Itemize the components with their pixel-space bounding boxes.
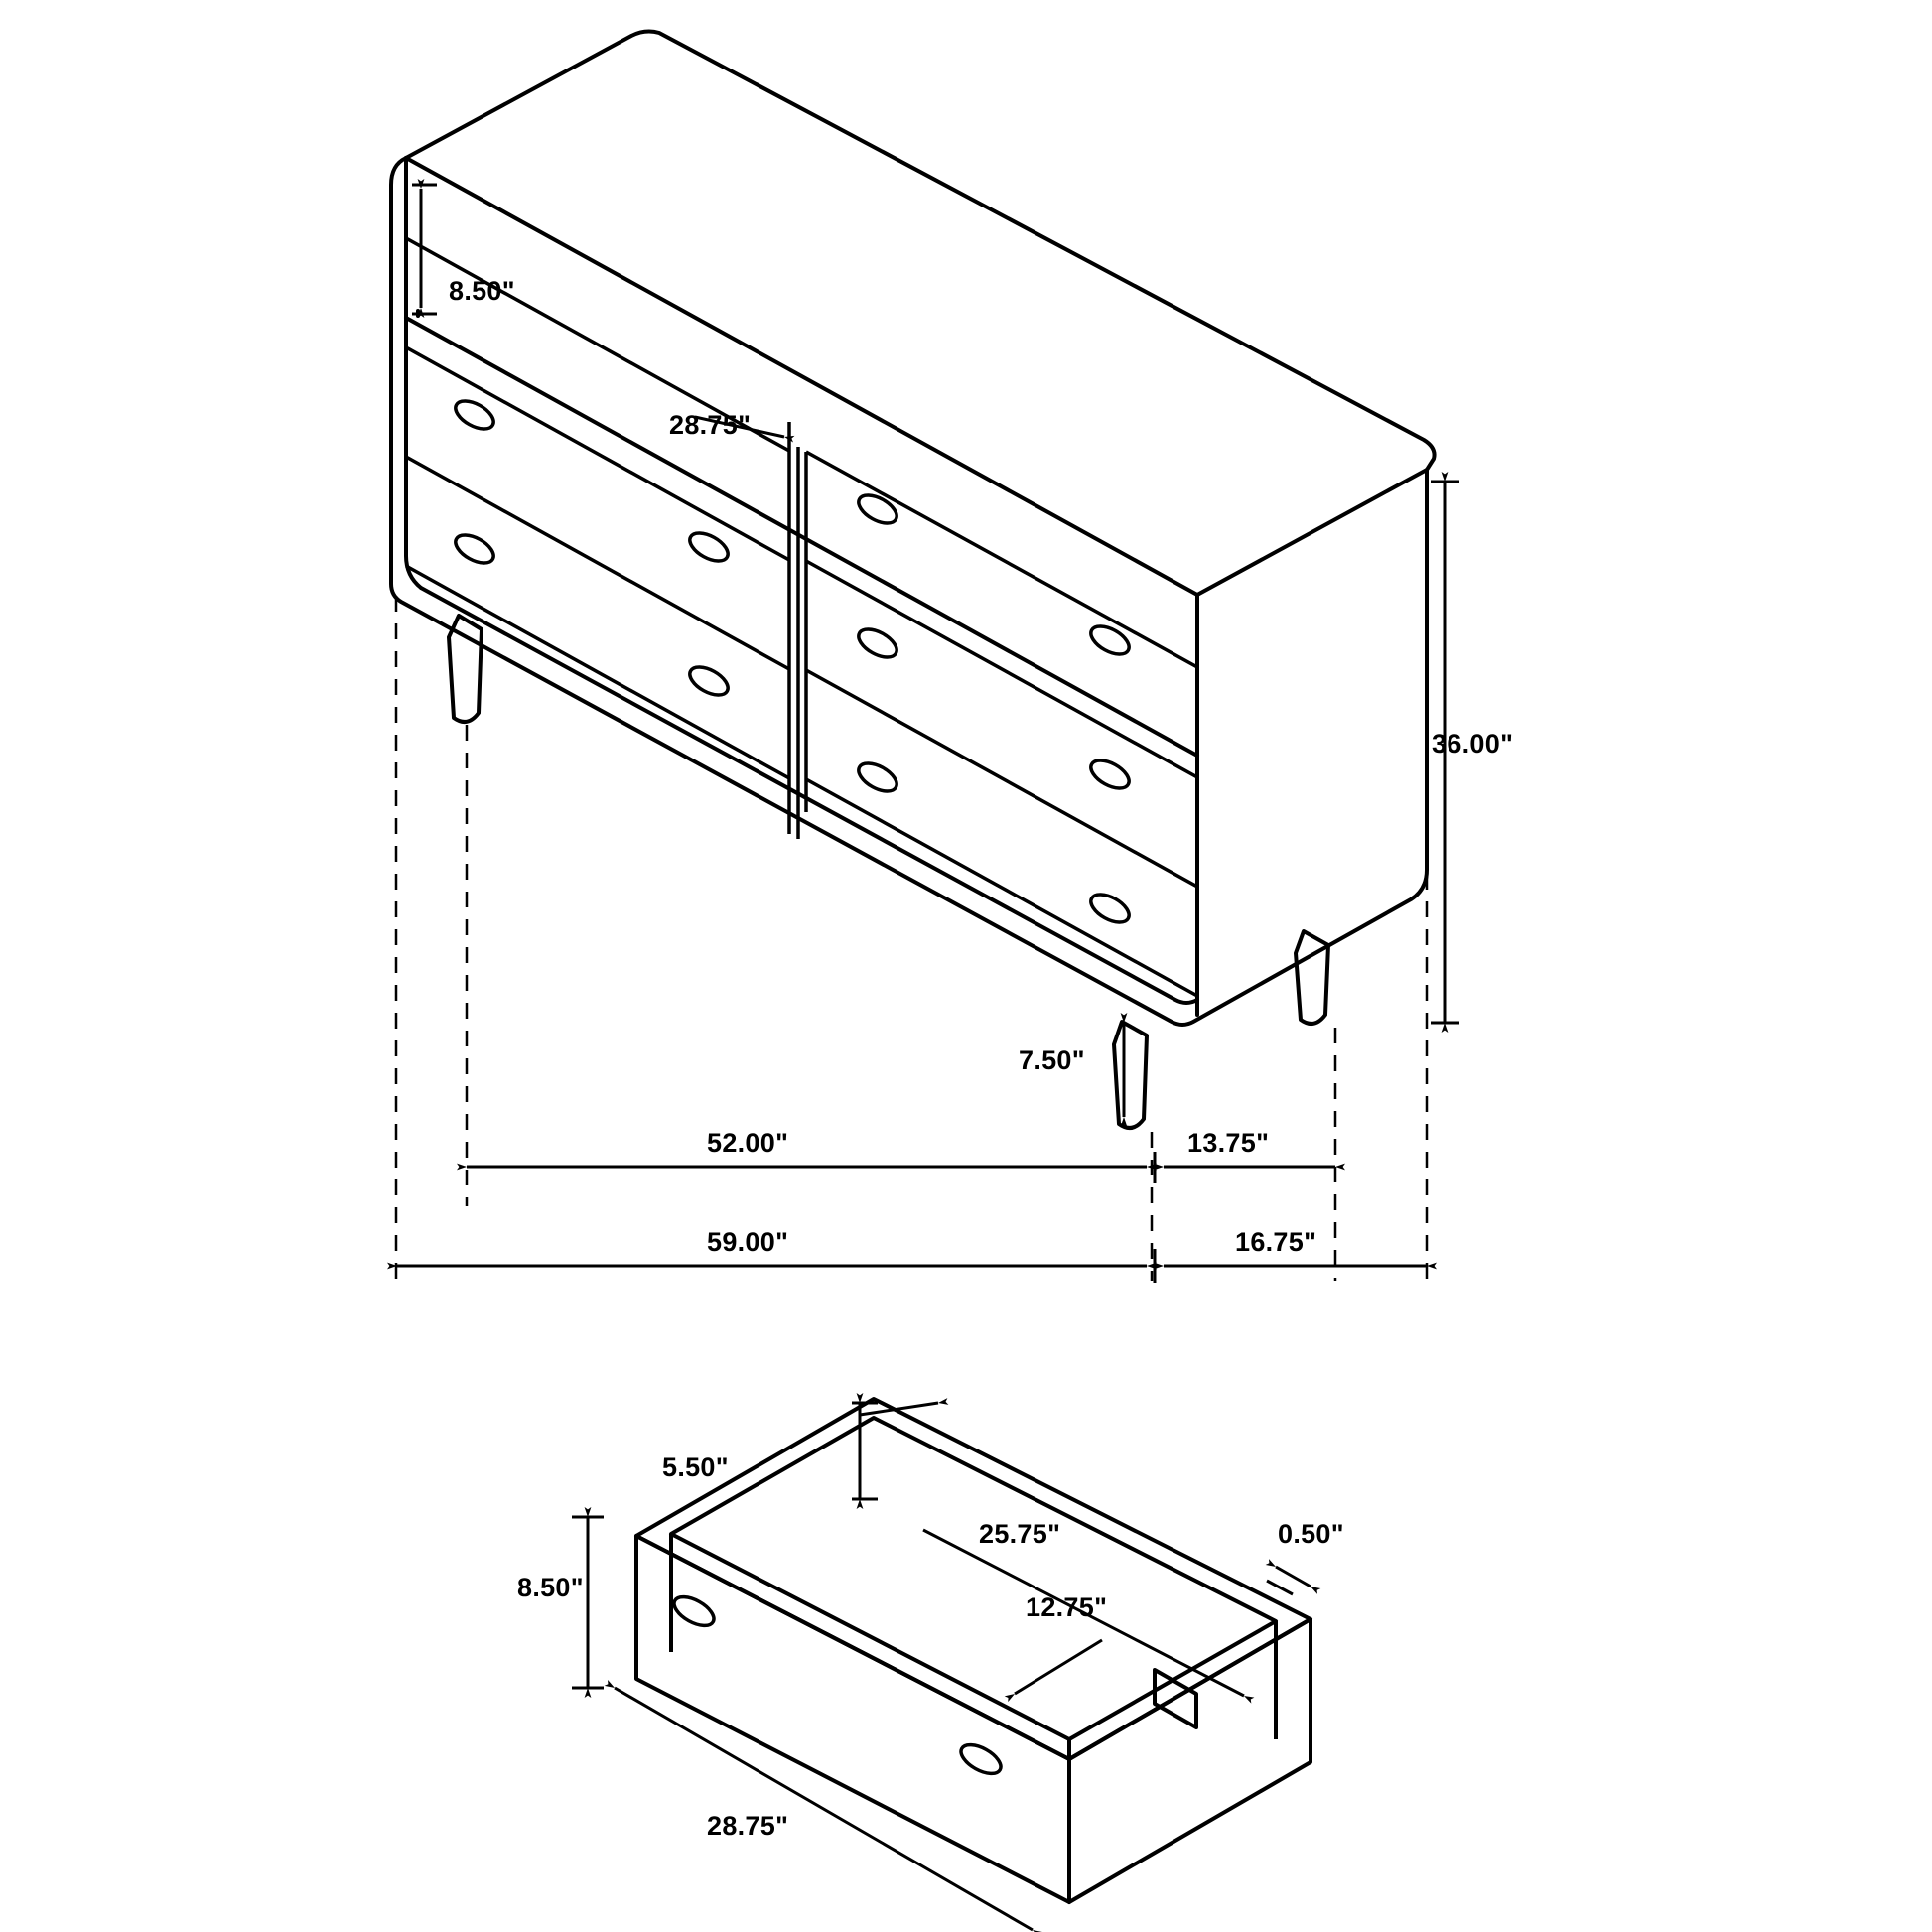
dresser-extension-lines	[396, 596, 1427, 1281]
dim-drawer-front-height: 8.50"	[449, 276, 515, 306]
dim-overall-width: 59.00"	[707, 1227, 789, 1257]
dim-drawer-interior-depth: 12.75"	[1026, 1592, 1108, 1622]
dim-overall-depth: 16.75"	[1235, 1227, 1317, 1257]
dim-leg-height: 7.50"	[1019, 1045, 1085, 1075]
dresser-dimension-lines	[397, 185, 1459, 1283]
dim-drawer-interior-length: 25.75"	[979, 1519, 1061, 1549]
dim-drawer-panel-thickness: 0.50"	[1278, 1519, 1344, 1549]
dim-case-depth: 13.75"	[1187, 1128, 1270, 1158]
dim-drawer-box-height: 8.50"	[517, 1573, 584, 1602]
dim-case-width: 52.00"	[707, 1128, 789, 1158]
dresser-drawer-fronts	[406, 238, 1197, 996]
dim-drawer-interior-offset: 5.50"	[662, 1452, 729, 1482]
dresser-body	[391, 32, 1435, 1025]
dim-overall-height: 36.00"	[1432, 729, 1514, 759]
dim-drawer-front-width: 28.75"	[669, 410, 752, 440]
dim-drawer-box-width: 28.75"	[707, 1811, 789, 1841]
